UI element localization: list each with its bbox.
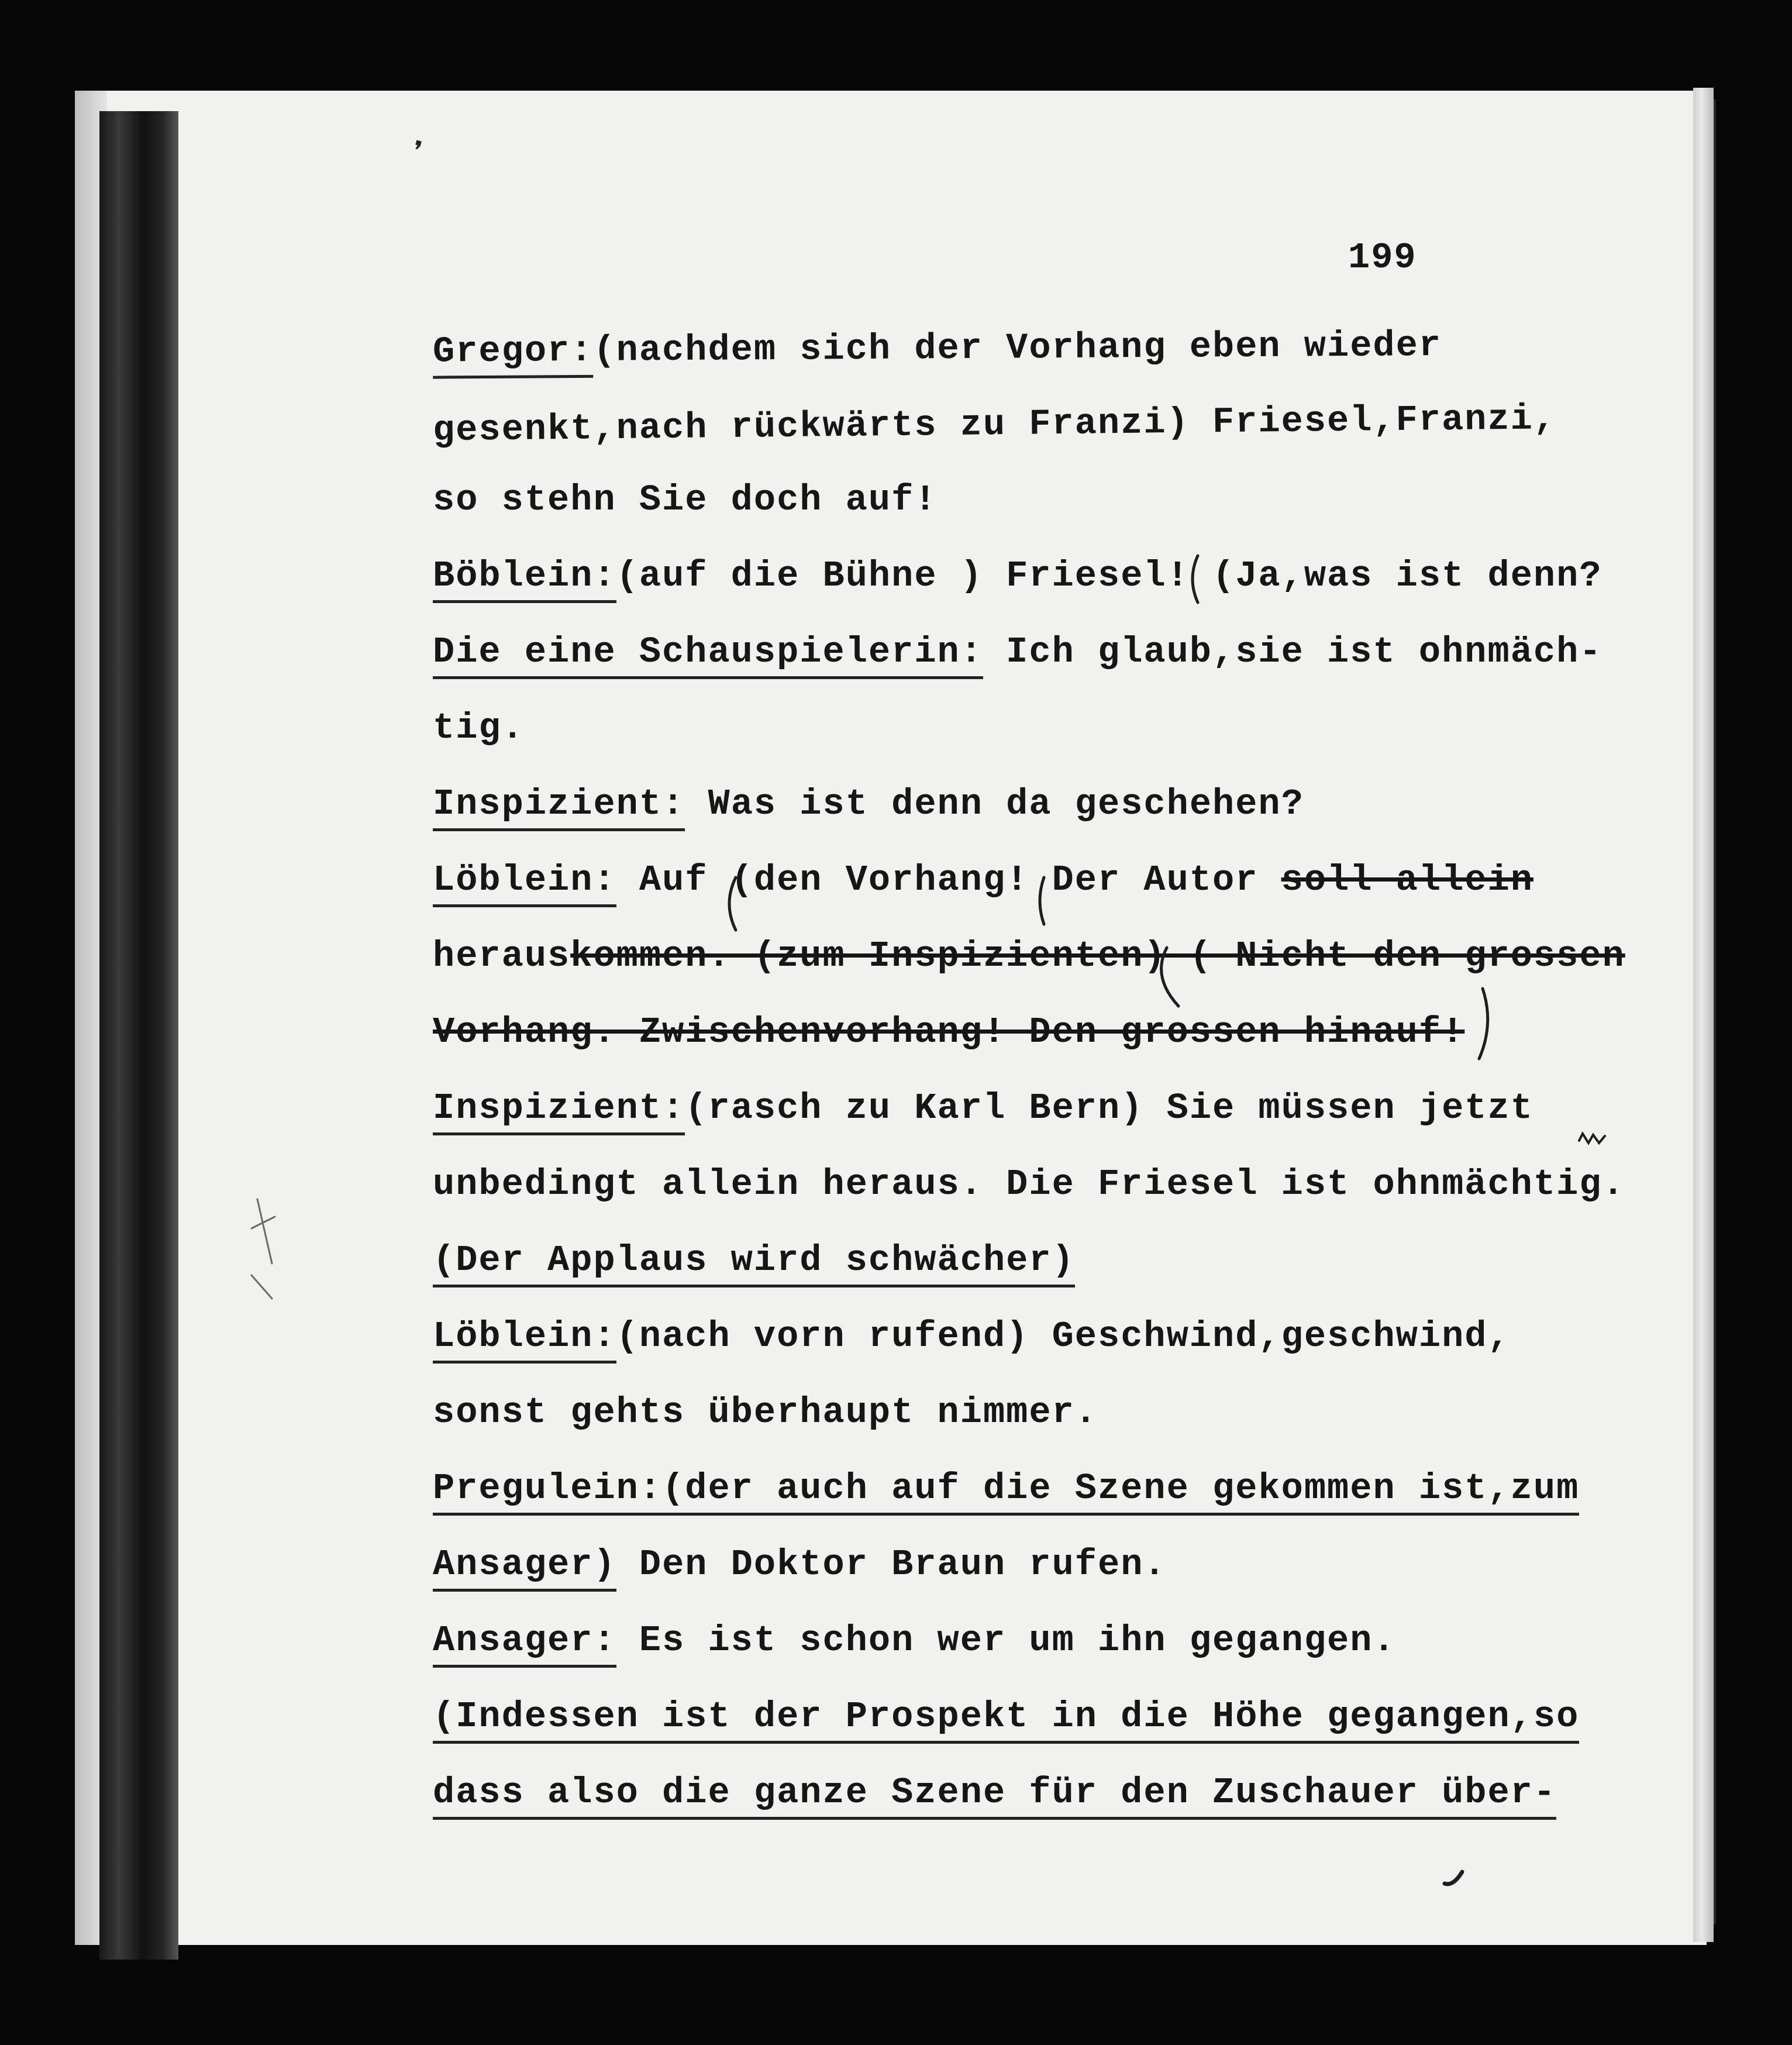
line-text: Den Doktor Braun rufen. — [616, 1544, 1167, 1585]
margin-note — [1579, 1134, 1605, 1143]
speaker-name: Die eine Schauspielerin: — [433, 631, 983, 679]
line-text: (nachdem sich der Vorhang eben wieder — [593, 325, 1442, 371]
speaker-name: Ansager: — [433, 1620, 616, 1668]
line-text: tig. — [433, 707, 525, 749]
bracket-mark — [1040, 877, 1044, 924]
speaker-name: Inspizient: — [433, 783, 685, 831]
struck-text: kommen. (zum Inspizienten) ( Nicht den grossen — [570, 935, 1625, 977]
speaker-name: Pregulein: — [433, 1468, 662, 1516]
line-text: Ich glaub,sie ist ohnmäch- — [983, 631, 1603, 673]
ink-mark — [1445, 1872, 1462, 1884]
line-text: sonst gehts überhaupt nimmer. — [433, 1392, 1098, 1433]
line-text: (Indessen ist der Prospekt in die Höhe gegangen,so — [433, 1696, 1579, 1744]
page-number: 199 — [1348, 237, 1417, 278]
line-text: gesenkt,nach rückwärts zu Franzi) Friesel,Franzi, — [432, 398, 1557, 452]
line-text: (rasch zu Karl Bern) Sie müssen jetzt — [685, 1087, 1533, 1129]
line-text: unbedingt allein heraus. Die Friesel ist ohnmächtig. — [433, 1163, 1625, 1205]
line-text: Was ist denn da geschehen? — [685, 783, 1304, 825]
struck-text: soll allein — [1281, 859, 1533, 901]
speaker-name: Böblein: — [433, 555, 616, 603]
speaker-name: Ansager) — [433, 1544, 616, 1592]
speaker-name: Löblein: — [433, 1316, 616, 1364]
bracket-mark — [1193, 556, 1198, 603]
line-text: dass also die ganze Szene für den Zuschauer über- — [433, 1772, 1556, 1820]
speaker-name: Inspizient: — [433, 1087, 685, 1135]
line-text: heraus — [433, 935, 571, 977]
line-text: Es ist schon wer um ihn gegangen. — [616, 1620, 1396, 1661]
line-text: (der auch auf die Szene gekommen ist,zum — [662, 1468, 1579, 1516]
line-text: Auf (den Vorhang! Der Autor — [616, 859, 1281, 901]
line-text: (auf die Bühne ) Friesel! (Ja,was ist denn? — [616, 555, 1603, 597]
pencil-scribble — [251, 1199, 275, 1299]
line-text: (Der Applaus wird schwächer) — [433, 1240, 1075, 1287]
ink-mark: ❜ — [399, 135, 430, 179]
line-text: (nach vorn rufend) Geschwind,geschwind, — [616, 1316, 1511, 1357]
speaker-name: Gregor: — [433, 330, 594, 379]
bracket-mark — [1162, 948, 1178, 1006]
bracket-mark — [729, 877, 736, 930]
bracket-mark — [1479, 989, 1488, 1059]
speaker-name: Löblein: — [433, 859, 616, 907]
struck-text: Vorhang. Zwischenvorhang! Den grossen hinauf! — [433, 1011, 1465, 1053]
line-text: so stehn Sie doch auf! — [433, 479, 938, 521]
